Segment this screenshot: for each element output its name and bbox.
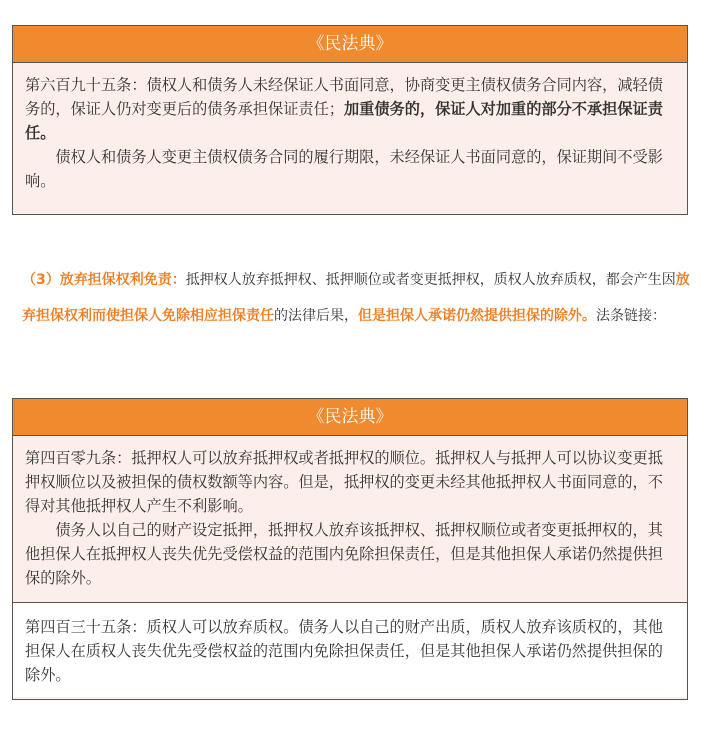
box-title: 《民法典》: [13, 399, 687, 436]
box-body-pink: [13, 436, 687, 602]
article-695: [25, 73, 675, 145]
civil-code-box-1: [12, 25, 688, 215]
article-435: 第四百三十五条：质权人可以放弃质权。债务人以自己的财产出质，质权人放弃该质权的，其他担保人在质权人丧失优先受偿权益的范围内免除担保责任，但是其他担保人承诺仍然提供担保的除外。: [25, 618, 663, 684]
section-3-highlight-2: 但是担保人承诺仍然提供担保的除外。: [358, 308, 596, 324]
box-body-white: [13, 602, 687, 697]
section-3-paragraph: [22, 262, 690, 334]
article-695-text: 第六百九十五条：债权人和债务人未经保证人书面同意，协商变更主债权债务合同内容，减轻债务的，保证人仍对变更后的债务承担保证责任；: [25, 76, 663, 118]
section-3-text-3: 法条链接：: [596, 308, 666, 324]
box-title: 《民法典》: [13, 26, 687, 63]
section-3-text-1: 抵押权人放弃抵押权、抵押顺位或者变更抵押权，质权人放弃质权，都会产生因: [185, 272, 676, 288]
article-409: 第四百零九条：抵押权人可以放弃抵押权或者抵押权的顺位。抵押权人与抵押人可以协议变更抵押权顺位以及被担保的债权数额等内容。但是，抵押权的变更未经其他抵押权人书面同意的，不得对其他抵押权人产生不利影响。: [25, 449, 663, 515]
article-409-para2: 债务人以自己的财产设定抵押，抵押权人放弃该抵押权、抵押权顺位或者变更抵押权的，其他担保人在抵押权人丧失优先受偿权益的范围内免除担保责任，但是其他担保人承诺仍然提供担保的除外。: [25, 521, 663, 587]
section-3-text: [22, 262, 690, 334]
section-3-highlight-1: 放弃担保权利而使担保人免除相应担保责任: [22, 272, 690, 324]
section-3-heading: （3）放弃担保权利免责：: [22, 272, 186, 288]
article-695-bold-text: 加重债务的，保证人对加重的部分不承担保证责任。: [25, 100, 663, 142]
civil-code-box-2: [12, 398, 688, 700]
box-body: [13, 63, 687, 203]
section-3-text-2: 的法律后果，: [274, 308, 358, 324]
article-695-para2: 债权人和债务人变更主债权债务合同的履行期限，未经保证人书面同意的，保证期间不受影响。: [25, 148, 663, 190]
